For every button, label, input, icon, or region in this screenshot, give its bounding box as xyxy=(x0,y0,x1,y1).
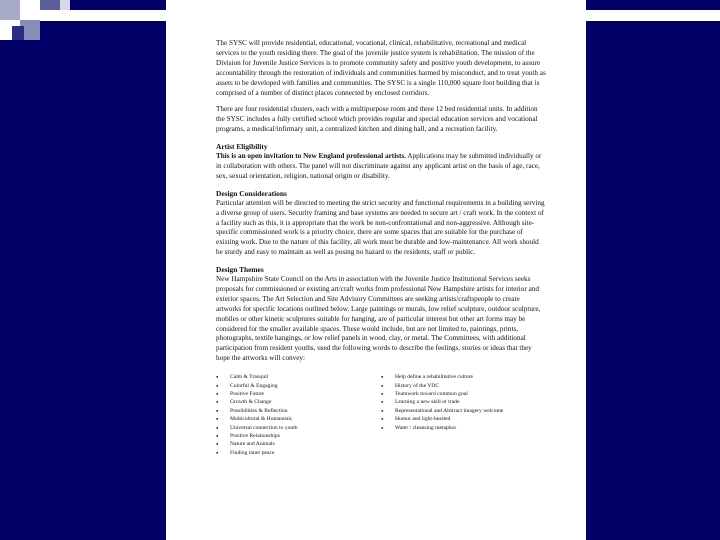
deco-square xyxy=(60,0,70,10)
list-item: ● Multicultural & Humanistic xyxy=(216,415,381,423)
theme-lists xyxy=(216,373,546,457)
decorative-band-right xyxy=(586,10,720,21)
list-item: ● Learning a new skill or trade xyxy=(381,398,546,406)
eligibility-lead: This is an open invitation to New England professional artists. xyxy=(216,152,406,161)
list-item: ● Universal connection to youth xyxy=(216,424,381,432)
facilities-paragraph: There are four residential clusters, each with a multipurpose room and three 12 bed residential units. In addition the SYSC includes a fully certified school which provides regular and special education services and vocational programs, a medical/infirmary unit, a centralized kitchen and dining hall, and a recreation facility. xyxy=(216,105,538,134)
eligibility-heading: Artist Eligibility xyxy=(216,142,268,152)
eligibility-text: Applications may be submitted individually or in collaboration with others. The panel will not discriminate against any applicant artist on the basis of age, race, sex, sexual orientation, religion, national origin or disability. xyxy=(216,152,542,180)
themes-paragraph: New Hampshire State Council on the Arts in association with the Juvenile Justice Institutional Services seeks proposals for commissioned or existing art/craft works from professional New Hampshire artists for interior and exterior spaces. The Art Selection and Site Advisory Committees are seeking artists/craftspeople to create artworks for specific locations outlined below. Large paintings or murals, low relief sculpture, outdoor sculpture, mobiles or other kinetic sculptures suitable for hanging, are of particular interest but other art forms may be considered for the smaller available spaces. These would include, but are not limited to, paintings, prints, photographs, textile hangings, or low relief panels in wood, clay, or metal. The Committees, with additional participation from resident youths, used the following words to describe the feelings, stories or ideas that they hope the artworks will convey: xyxy=(216,275,541,363)
list-item: ● Positive Relationships xyxy=(216,432,381,440)
list-item: ● Humor and light-hearted xyxy=(381,415,546,423)
document-content xyxy=(216,39,546,457)
deco-square xyxy=(12,26,24,40)
list-item: ● Finding inner peace xyxy=(216,449,381,457)
list-item: ● Representational and Abstract imagery welcome xyxy=(381,407,546,415)
deco-square xyxy=(40,0,60,10)
theme-list-left xyxy=(216,373,381,457)
list-item: ● Help define a rehabilitative culture xyxy=(381,373,546,381)
theme-list-right xyxy=(381,373,546,457)
document-page xyxy=(166,0,586,540)
list-item: ● History of the YDC xyxy=(381,382,546,390)
themes-heading: Design Themes xyxy=(216,265,264,275)
decorative-band-left xyxy=(40,10,166,21)
list-item: ● Positive Future xyxy=(216,390,381,398)
list-item: ● Water / cleansing metaphor xyxy=(381,424,546,432)
list-item: ● Growth & Change xyxy=(216,398,381,406)
deco-square xyxy=(20,0,40,20)
list-item: ● Possibilities & Reflection xyxy=(216,407,381,415)
list-item: ● Colorful & Engaging xyxy=(216,382,381,390)
list-item: ● Calm & Tranquil xyxy=(216,373,381,381)
eligibility-paragraph xyxy=(216,152,546,182)
intro-paragraph: The SYSC will provide residential, educational, vocational, clinical, rehabilitative, recreational and medical services to the youth residing there. The goal of the juvenile justice system is rehabilitation. The mission of the Division for Juvenile Justice Services is to promote community safety and positive youth development, to assure accountability through the restoration of individuals and communities harmed by misconduct, and to treat youth as assets to be developed with families and communities. The SYSC is a single 110,000 square foot building that is comprised of a number of distinct places connected by enclosed corridors. xyxy=(216,39,546,97)
deco-square xyxy=(0,0,20,20)
considerations-heading: Design Considerations xyxy=(216,188,287,198)
considerations-paragraph: Particular attention will be directed to meeting the strict security and functional requirements in a building serving a diverse group of users. Security framing and base systems are needed to secure art / craft work. In the context of a facility such as this, it is appropriate that the work be non-confrontational and non-aggressive. Although site-specific commissioned work is a priority choice, there are some spaces that are suitable for the purchase of existing work. Due to the nature of this facility, all work must be durable and low-maintenance. All work should be sturdy and easy to maintain as well as posing no hazard to the residents, staff or public. xyxy=(216,198,545,257)
list-item: ● Nature and Animals xyxy=(216,440,381,448)
list-item: ● Teamwork toward common goal xyxy=(381,390,546,398)
